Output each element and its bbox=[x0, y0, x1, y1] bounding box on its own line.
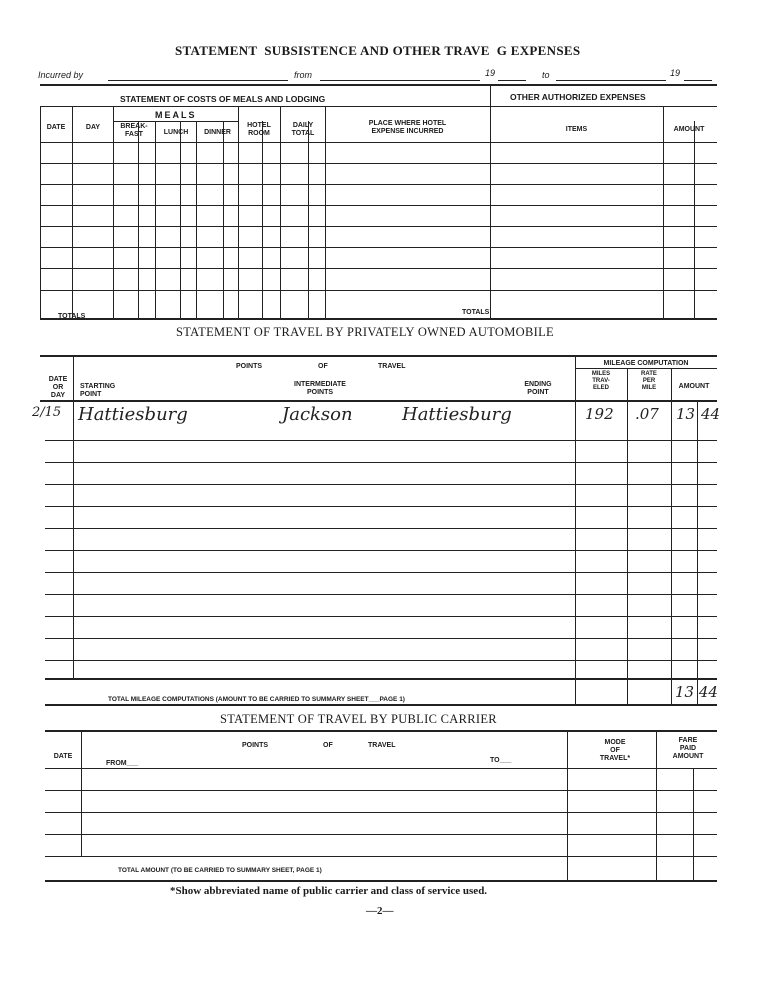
auto-travel-label: TRAVEL bbox=[378, 363, 406, 370]
year-field-2[interactable] bbox=[684, 80, 712, 81]
col-place: PLACE WHERE HOTEL EXPENSE INCURRED bbox=[368, 120, 447, 135]
auto-section-title: STATEMENT OF TRAVEL BY PRIVATELY OWNED AUTOMOBILE bbox=[176, 325, 554, 339]
total-mileage-label: TOTAL MILEAGE COMPUTATIONS (AMOUNT TO BE CARRIED TO SUMMARY SHEET___PAGE 1) bbox=[108, 696, 405, 703]
col-daily-total: DAILY TOTAL bbox=[291, 122, 315, 137]
auto-entry-intermediate: Jackson bbox=[282, 404, 353, 425]
carrier-col-to: TO___ bbox=[490, 757, 512, 764]
mileage-computation-label: MILEAGE COMPUTATION bbox=[603, 360, 689, 367]
auto-entry-amount-dollars: 13 bbox=[676, 405, 696, 423]
auto-col-amount: AMOUNT bbox=[678, 383, 710, 390]
incurred-by-label: Incurred by bbox=[38, 70, 84, 80]
auto-entry-miles: 192 bbox=[585, 405, 614, 423]
carrier-of-label: OF bbox=[323, 742, 333, 749]
meals-totals-label: TOTALS bbox=[58, 313, 86, 320]
other-expenses-title: OTHER AUTHORIZED EXPENSES bbox=[510, 92, 646, 102]
auto-entry-ending: Hattiesburg bbox=[402, 404, 512, 425]
auto-col-starting: STARTING POINT bbox=[80, 383, 116, 398]
col-date: DATE bbox=[46, 124, 66, 131]
page-number: —2— bbox=[366, 905, 394, 917]
incurred-by-field[interactable] bbox=[108, 80, 288, 81]
auto-entry-rate: .07 bbox=[635, 405, 659, 423]
auto-entry-date: 2/15 bbox=[32, 405, 62, 420]
carrier-col-fare: FARE PAID AMOUNT bbox=[672, 737, 704, 760]
carrier-section-title: STATEMENT OF TRAVEL BY PUBLIC CARRIER bbox=[220, 712, 497, 726]
to-field[interactable] bbox=[556, 80, 666, 81]
auto-of-label: OF bbox=[318, 363, 328, 370]
auto-col-miles: MILES TRAV- ELED bbox=[591, 371, 611, 391]
col-items: ITEMS bbox=[565, 126, 588, 133]
col-breakfast: BREAK- FAST bbox=[120, 123, 148, 138]
auto-points-label: POINTS bbox=[236, 363, 263, 370]
col-hotel-room: HOTEL ROOM bbox=[247, 122, 271, 137]
total-mileage-value: 13 44 bbox=[675, 683, 718, 701]
auto-col-ending: ENDING POINT bbox=[524, 381, 552, 396]
from-label: from bbox=[294, 70, 312, 80]
carrier-points-label: POINTS bbox=[242, 742, 269, 749]
col-dinner: DINNER bbox=[204, 129, 231, 136]
form-title: STATEMENT SUBSISTENCE AND OTHER TRAVE G EXPENSES bbox=[175, 43, 581, 58]
to-label: to bbox=[542, 70, 550, 80]
col-lunch: LUNCH bbox=[163, 129, 189, 136]
auto-entry-amount-cents: 44 bbox=[701, 405, 721, 423]
year-field-1[interactable] bbox=[498, 80, 526, 81]
auto-col-date: DATE OR DAY bbox=[48, 376, 68, 399]
carrier-travel-label: TRAVEL bbox=[368, 742, 396, 749]
auto-entry-starting: Hattiesburg bbox=[78, 404, 188, 425]
carrier-col-from: FROM___ bbox=[106, 760, 139, 767]
auto-col-intermediate: INTERMEDIATE POINTS bbox=[294, 381, 346, 396]
col-amount: AMOUNT bbox=[673, 126, 705, 133]
meals-section-title: STATEMENT OF COSTS OF MEALS AND LODGING bbox=[120, 94, 326, 104]
auto-col-rate: RATE PER MILE bbox=[641, 371, 657, 391]
from-field[interactable] bbox=[320, 80, 480, 81]
meals-label: MEALS bbox=[155, 110, 197, 120]
year-prefix-2: 19 bbox=[670, 68, 681, 78]
carrier-col-mode: MODE OF TRAVEL* bbox=[599, 739, 631, 762]
carrier-col-date: DATE bbox=[53, 753, 73, 760]
col-day: DAY bbox=[85, 124, 101, 131]
footnote: *Show abbreviated name of public carrier and class of service used. bbox=[170, 885, 488, 897]
carrier-total-label: TOTAL AMOUNT (TO BE CARRIED TO SUMMARY SHEET, PAGE 1) bbox=[118, 867, 322, 874]
year-prefix-1: 19 bbox=[485, 68, 496, 78]
other-totals-label: TOTALS bbox=[462, 309, 490, 316]
